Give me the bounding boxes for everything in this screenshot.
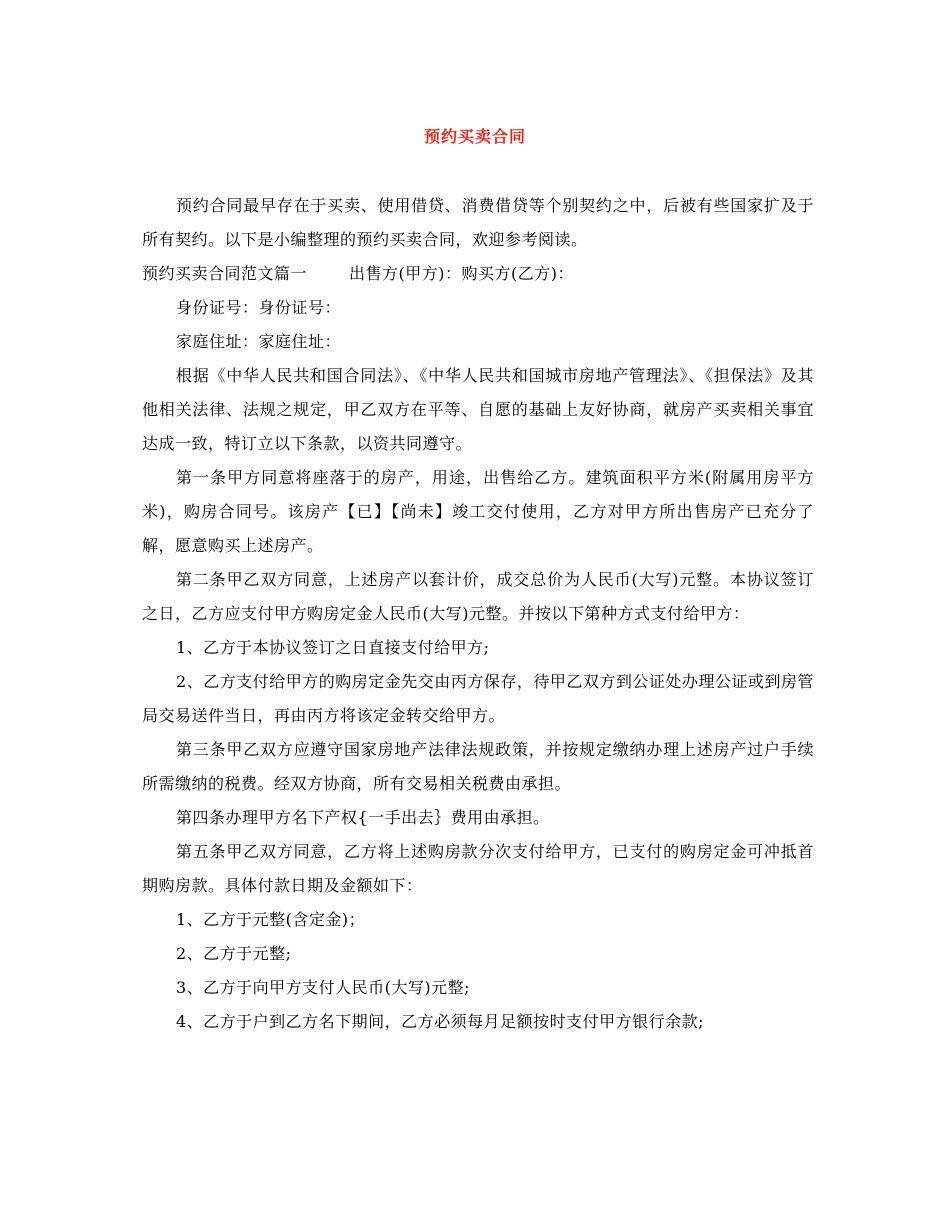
article-2-item-1: 1、乙方于本协议签订之日直接支付给甲方; [176,638,490,657]
parties-line: 出售方(甲方)：购买方(乙方)： [349,264,574,283]
article-5-item-4: 4、乙方于户到乙方名下期间，乙方必须每月足额按时支付甲方银行余款; [176,1012,705,1031]
intro-paragraph: 预约合同最早存在于买卖、使用借贷、消费借贷等个别契约之中，后被有些国家扩及于所有契约。以下是小编整理的预约买卖合同，欢迎参考阅读。 [142,196,814,249]
document-body [142,189,814,1039]
article-2-item-2: 2、乙方支付给甲方的购房定金先交由丙方保存，待甲乙双方到公证处办理公证或到房管局交易送件当日，再由丙方将该定金转交给甲方。 [142,672,814,725]
article-2: 第二条甲乙双方同意，上述房产以套计价，成交总价为人民币(大写)元整。本协议签订之日，乙方应支付甲方购房定金人民币(大写)元整。并按以下第种方式支付给甲方： [142,570,814,623]
article-4: 第四条办理甲方名下产权{一手出去｝费用由承担。 [176,808,550,827]
address-line: 家庭住址：家庭住址： [176,332,342,351]
id-line: 身份证号：身份证号： [176,298,342,317]
article-5-item-3: 3、乙方于向甲方支付人民币(大写)元整; [176,978,471,997]
section-heading: 预约买卖合同范文篇一 [142,264,308,283]
article-1: 第一条甲方同意将座落于的房产，用途，出售给乙方。建筑面积平方米(附属用房平方米)，购房合同号。该房产【已】【尚未】竣工交付使用，乙方对甲方所出售房产已充分了解，愿意购买上述房产。 [142,468,814,555]
section-heading-line [142,257,814,291]
document-title: 预约买卖合同 [423,127,526,146]
article-3: 第三条甲乙双方应遵守国家房地产法律法规政策，并按规定缴纳办理上述房产过户手续所需缴纳的税费。经双方协商，所有交易相关税费由承担。 [142,740,814,793]
article-5-item-2: 2、乙方于元整; [176,944,292,963]
preamble-paragraph: 根据《中华人民共和国合同法》、《中华人民共和国城市房地产管理法》、《担保法》及其他相关法律、法规之规定，甲乙双方在平等、自愿的基础上友好协商，就房产买卖相关事宜达成一致，特订立以下条款，以资共同遵守。 [142,366,814,453]
article-5-item-1: 1、乙方于元整(含定金)； [176,910,366,929]
article-5: 第五条甲乙双方同意，乙方将上述购房款分次支付给甲方，已支付的购房定金可冲抵首期购房款。具体付款日期及金额如下： [142,842,814,895]
